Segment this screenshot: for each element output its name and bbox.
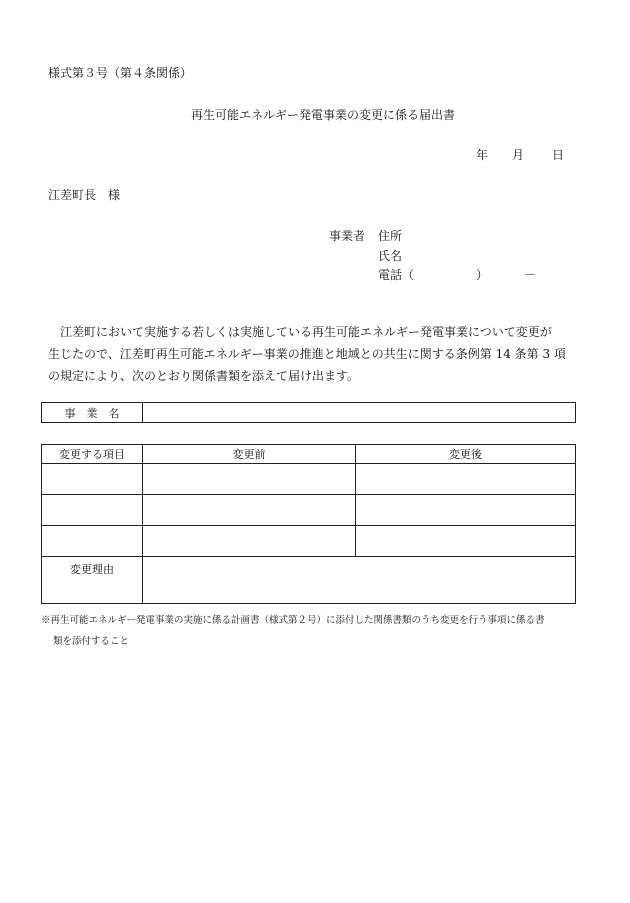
applicant-name-label: 氏名 — [378, 249, 403, 263]
change-table — [41, 444, 576, 604]
document-title: 再生可能エネルギー発電事業の変更に係る届出書 — [190, 108, 455, 122]
applicant-phone-close: ） — [476, 268, 489, 282]
row-1-before[interactable] — [143, 464, 356, 495]
body-line-3: の規定により、次のとおり関係書類を添えて届け出ます。 — [48, 369, 360, 383]
row-2-after[interactable] — [356, 495, 576, 526]
header-after: 変更後 — [356, 445, 576, 464]
form-number: 様式第３号（第４条関係） — [48, 66, 193, 80]
row-1-item[interactable] — [42, 464, 143, 495]
row-3-item[interactable] — [42, 526, 143, 557]
body-line-1: 江差町において実施する若しくは実施している再生可能エネルギー発電事業について変更が — [60, 325, 552, 339]
applicant-address-label: 住所 — [378, 229, 403, 243]
row-1-after[interactable] — [356, 464, 576, 495]
applicant-phone-dash: － — [524, 268, 537, 282]
project-value-field[interactable] — [143, 403, 576, 423]
body-line-2: 生じたので、江差町再生可能エネルギー事業の推進と地域との共生に関する条例第 14 条第 3 項 — [48, 347, 566, 361]
project-label: 事 業 名 — [42, 403, 143, 423]
header-before: 変更前 — [143, 445, 356, 464]
note-line-1: ※再生可能エネルギー発電事業の実施に係る計画書（様式第２号）に添付した関係書類のうち変更を行う事項に係る書 — [41, 615, 545, 626]
applicant-role: 事業者 — [329, 229, 366, 243]
applicant-phone-label: 電話（ — [378, 268, 415, 282]
project-table — [41, 402, 576, 423]
reason-value-field[interactable] — [143, 557, 576, 604]
date-month: 月 — [512, 148, 525, 162]
row-3-after[interactable] — [356, 526, 576, 557]
date-year: 年 — [476, 148, 489, 162]
row-2-before[interactable] — [143, 495, 356, 526]
reason-label: 変更理由 — [42, 557, 143, 604]
addressee: 江差町長 様 — [48, 188, 121, 202]
row-3-before[interactable] — [143, 526, 356, 557]
header-item: 変更する項目 — [42, 445, 143, 464]
note-line-2: 類を添付すること — [53, 636, 130, 647]
date-day: 日 — [552, 148, 565, 162]
row-2-item[interactable] — [42, 495, 143, 526]
